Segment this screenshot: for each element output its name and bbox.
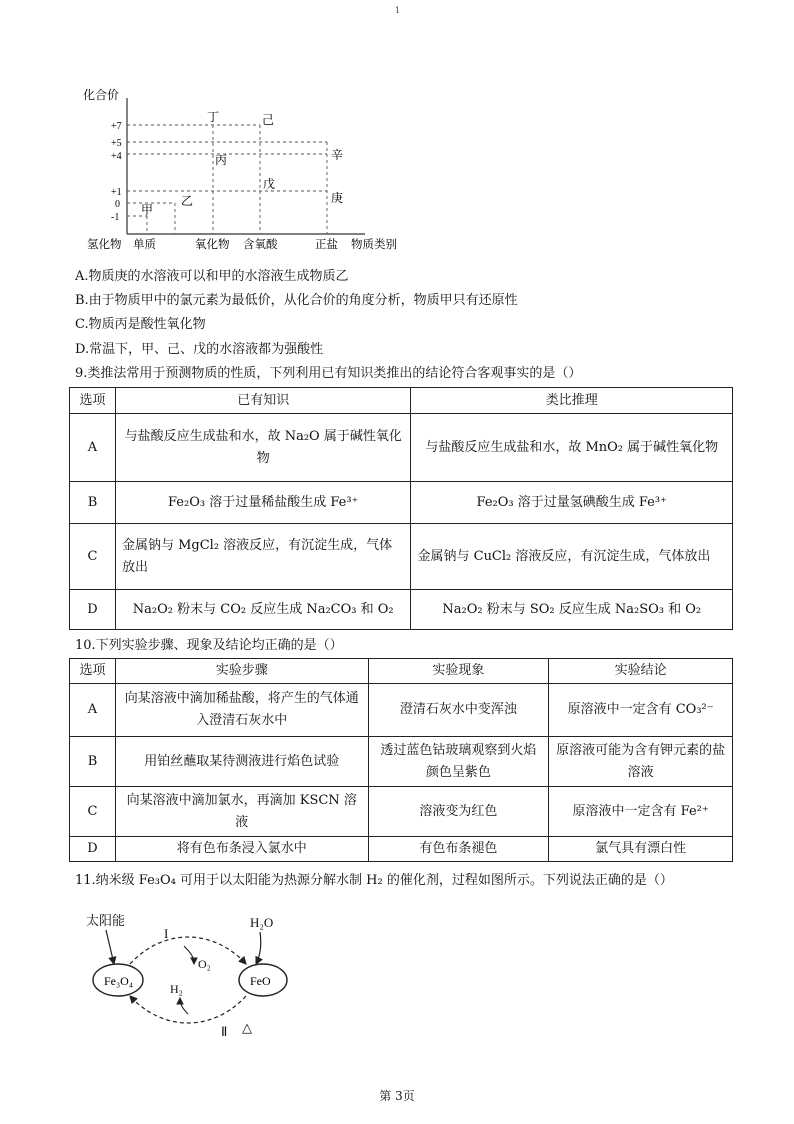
q11-stem: 11.纳米级 Fe₃O₄ 可用于以太阳能为热源分解水制 H₂ 的催化剂，过程如图所示。下列说法正确的是（）	[75, 873, 673, 888]
q10-header-step: 实验步骤	[115, 659, 368, 684]
q9-header-inference: 类比推理	[411, 388, 733, 414]
ytick-plus4: +4	[111, 151, 122, 162]
q10-option-a: A	[70, 684, 116, 737]
q10-stem: 10.下列实验步骤、现象及结论均正确的是（）	[75, 638, 343, 653]
sun-arrow	[106, 930, 114, 964]
step-2-label: Ⅱ	[221, 1024, 228, 1039]
ytick-0: 0	[115, 199, 120, 210]
feo-label: FeO	[250, 974, 271, 988]
page-number: 第 3页	[379, 1089, 415, 1103]
valence-chart	[75, 84, 415, 256]
q10-phenomenon-d: 有色布条褪色	[368, 837, 549, 862]
point-jia: 甲	[141, 203, 154, 217]
table-row	[70, 837, 733, 862]
q8-option-a: A.物质庚的水溶液可以和甲的水溶液生成物质乙	[75, 269, 349, 284]
q9-known-a: 与盐酸反应生成盐和水，故 Na₂O 属于碱性氧化物	[115, 414, 411, 482]
h2-label: H₂	[170, 982, 183, 996]
xcat-oxide: 氧化物	[195, 239, 230, 251]
q10-header-option: 选项	[70, 659, 116, 684]
page-mark: 1	[395, 6, 401, 15]
point-geng: 庚	[331, 191, 344, 205]
q9-inference-d: Na₂O₂ 粉末与 SO₂ 反应生成 Na₂SO₃ 和 O₂	[411, 590, 733, 630]
xcat-element: 单质	[133, 239, 156, 251]
table-row	[70, 482, 733, 524]
xcat-hydride: 氢化物	[87, 239, 122, 251]
q10-conclusion-a: 原溶液中一定含有 CO₃²⁻	[549, 684, 733, 737]
y-axis-label: 化合价	[83, 88, 120, 102]
q10-step-d: 将有色布条浸入氯水中	[115, 837, 368, 862]
q10-option-c: C	[70, 787, 116, 837]
table-row	[70, 524, 733, 590]
h2o-arrow	[256, 932, 261, 964]
table-row	[70, 684, 733, 737]
q9-stem: 9.类推法常用于预测物质的性质，下列利用已有知识类推出的结论符合客观事实的是（）	[75, 366, 582, 381]
q10-conclusion-d: 氯气具有漂白性	[549, 837, 733, 862]
q10-conclusion-b: 原溶液可能为含有钾元素的盐溶液	[549, 737, 733, 787]
q9-header-option: 选项	[70, 388, 116, 414]
q8-option-b: B.由于物质甲中的氯元素为最低价，从化合价的角度分析，物质甲只有还原性	[75, 293, 518, 308]
q9-known-b: Fe₂O₃ 溶于过量稀盐酸生成 Fe³⁺	[115, 482, 411, 524]
q9-option-c: C	[70, 524, 116, 590]
h2o-label: H₂O	[250, 915, 274, 930]
fe3o4-label: Fe₃O₄	[104, 974, 134, 988]
ytick-minus1: -1	[111, 212, 120, 223]
q9-known-d: Na₂O₂ 粉末与 CO₂ 反应生成 Na₂CO₃ 和 O₂	[115, 590, 411, 630]
q10-header-row	[70, 659, 733, 684]
q9-option-b: B	[70, 482, 116, 524]
xcat-salt: 正盐	[315, 239, 338, 251]
point-yi: 乙	[181, 194, 194, 208]
q9-inference-b: Fe₂O₃ 溶于过量氢碘酸生成 Fe³⁺	[411, 482, 733, 524]
q9-option-d: D	[70, 590, 116, 630]
table-row	[70, 737, 733, 787]
q10-phenomenon-a: 澄清石灰水中变浑浊	[368, 684, 549, 737]
point-bing: 丙	[215, 153, 228, 167]
q10-header-phenomenon: 实验现象	[368, 659, 549, 684]
q8-option-d: D.常温下，甲、己、戊的水溶液都为强酸性	[75, 342, 324, 357]
step-2-arrow	[130, 996, 246, 1023]
step-1-label: I	[164, 926, 169, 941]
o2-arrow	[184, 946, 194, 964]
q10-phenomenon-c: 溶液变为红色	[368, 787, 549, 837]
q9-known-c: 金属钠与 MgCl₂ 溶液反应，有沉淀生成，气体放出	[115, 524, 411, 590]
point-ji: 己	[262, 113, 275, 127]
heat-symbol: △	[242, 1020, 252, 1035]
q9-inference-a: 与盐酸反应生成盐和水，故 MnO₂ 属于碱性氧化物	[411, 414, 733, 482]
q10-step-b: 用铂丝蘸取某待测液进行焰色试验	[115, 737, 368, 787]
point-wu: 戊	[263, 177, 276, 191]
q10-header-conclusion: 实验结论	[549, 659, 733, 684]
q10-conclusion-c: 原溶液中一定含有 Fe²⁺	[549, 787, 733, 837]
q8-option-c: C.物质丙是酸性氧化物	[75, 317, 206, 332]
q10-option-b: B	[70, 737, 116, 787]
q10-phenomenon-b: 透过蓝色钴玻璃观察到火焰颜色呈紫色	[368, 737, 549, 787]
x-axis-label: 物质类别	[351, 239, 397, 251]
q9-header-row	[70, 388, 733, 414]
ytick-plus7: +7	[111, 121, 122, 132]
sun-energy-label: 太阳能	[86, 913, 126, 928]
table-row	[70, 590, 733, 630]
q10-option-d: D	[70, 837, 116, 862]
q10-table	[69, 658, 733, 862]
point-xin: 辛	[331, 148, 344, 162]
q9-header-known: 已有知识	[115, 388, 411, 414]
ytick-plus5: +5	[111, 138, 122, 149]
table-row	[70, 787, 733, 837]
ytick-plus1: +1	[111, 187, 122, 198]
table-row	[70, 414, 733, 482]
xcat-oxyacid: 含氧酸	[243, 239, 278, 251]
q10-step-a: 向某溶液中滴加稀盐酸，将产生的气体通入澄清石灰水中	[115, 684, 368, 737]
q9-option-a: A	[70, 414, 116, 482]
q9-inference-c: 金属钠与 CuCl₂ 溶液反应，有沉淀生成，气体放出	[411, 524, 733, 590]
o2-label: O₂	[198, 957, 211, 971]
point-ding: 丁	[207, 110, 220, 124]
q10-step-c: 向某溶液中滴加氯水，再滴加 KSCN 溶液	[115, 787, 368, 837]
q9-table	[69, 387, 733, 630]
h2-arrow	[180, 998, 188, 1014]
fe3o4-cycle-diagram	[78, 908, 308, 1043]
